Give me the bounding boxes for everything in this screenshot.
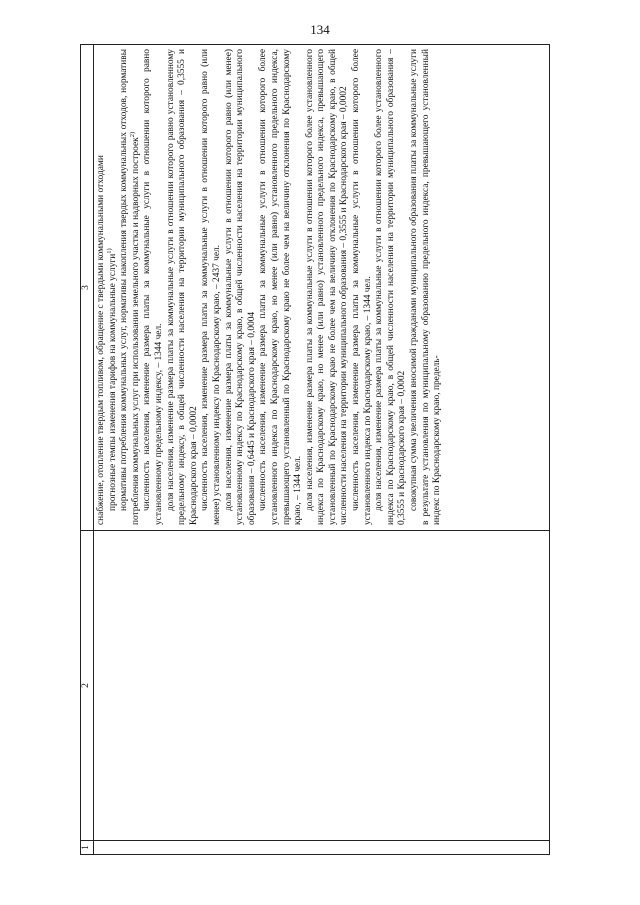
paragraph bbox=[224, 49, 259, 525]
paragraph-text: численность населения, изменение размера платы за коммунальные услуги в отношении которого равно установленному предельному индексу, – 1344 чел. bbox=[142, 49, 164, 525]
paragraph bbox=[351, 49, 374, 525]
paragraph bbox=[409, 49, 444, 525]
footnote-marker: 1) bbox=[105, 248, 113, 254]
paragraph-text: доля населения, изменение размера платы за коммунальные услуги в отношении которого равно установленному предельному индексу, в общей численности населения на территории муниципального образования – 0,3555 и Краснодарского края – 0,0002 bbox=[165, 49, 199, 525]
paragraph-text: доля населения, изменение размера платы за коммунальные услуги в отношении которого более установленного индекса по Краснодарскому краю, но менее (или равно) установленного предельного индекса, превышающего установленный по Краснодарскому краю не более чем на величину отклонения по Краснодарскому краю, в общей численности населения на территории муниципального образования – 0,3555 и Краснодарского края – 0,0002 bbox=[304, 49, 350, 525]
paragraph-text: доля населения, изменение размера платы за коммунальные услуги в отношении которого равно (или менее) установленному индексу по Краснодарскому краю, в общей численности населения на территории муниципального образования – 0,6445 и Краснодарского края – 0,0004 bbox=[223, 49, 257, 525]
paragraph bbox=[105, 49, 120, 525]
paragraph-text: доля населения, изменение размера платы за коммунальные услуги в отношении которого более установленного индекса по Краснодарскому краю, в общей численности населения на территории муниципального образования – 0,3555 и Краснодарского края – 0,0002 bbox=[374, 49, 408, 525]
paragraph-text: прогнозные темпы изменения тарифов на коммунальные услуги bbox=[107, 253, 118, 511]
table-row bbox=[94, 45, 550, 855]
indicator-text bbox=[94, 45, 444, 530]
column-header-3: 3 bbox=[81, 45, 94, 531]
paragraph-text: численность населения, изменение размера платы за коммунальные услуги в отношении которого более установленного индекса по Краснодарскому краю, но менее (или равно) установленного предельного индекса, превышающего установленный по Краснодарскому краю не более чем на величину отклонения по Краснодарскому краю, – 1344 чел. bbox=[258, 49, 304, 525]
table-header-row bbox=[81, 45, 94, 855]
paragraph-text: нормативы потребления коммунальных услуг, нормативы накопления твердых коммунальных отходов, нормативы потребления коммунальных услуг при использовании земельного участка и надворных построек bbox=[119, 49, 141, 525]
document-table bbox=[80, 44, 550, 855]
column-header-1: 1 bbox=[81, 841, 94, 855]
paragraph bbox=[200, 49, 223, 525]
paragraph-text: численность населения, изменение размера платы за коммунальные услуги в отношении которого более установленного индекса по Краснодарскому краю, – 1344 чел. bbox=[351, 49, 373, 525]
paragraph-text: снабжение, отопление твердым топливом, обращение с твердыми коммунальными отходами bbox=[96, 155, 106, 525]
footnote-marker: 2) bbox=[128, 131, 136, 138]
cell-col-2 bbox=[94, 531, 550, 841]
paragraph bbox=[119, 49, 142, 525]
paragraph bbox=[142, 49, 165, 525]
cell-col-1 bbox=[94, 841, 550, 855]
paragraph bbox=[96, 49, 108, 525]
column-header-2: 2 bbox=[81, 531, 94, 841]
paragraph bbox=[258, 49, 304, 525]
paragraph bbox=[374, 49, 409, 525]
paragraph-text: совокупная сумма увеличения вносимой гражданами муниципального образования платы за коммунальные услуги в результате установления по муниципальному образованию предельного индекса, превышающего установленный индекс по Краснодарскому краю, предель- bbox=[409, 49, 443, 525]
paragraph bbox=[166, 49, 201, 525]
rotated-table-wrapper bbox=[80, 45, 550, 855]
cell-col-3 bbox=[94, 45, 550, 531]
page-number: 134 bbox=[310, 22, 330, 37]
paragraph-text: численность населения, изменение размера платы за коммунальные услуги в отношении которого равно (или менее) установленному индексу по Краснодарскому краю, – 2437 чел. bbox=[200, 49, 222, 525]
paragraph bbox=[305, 49, 351, 525]
